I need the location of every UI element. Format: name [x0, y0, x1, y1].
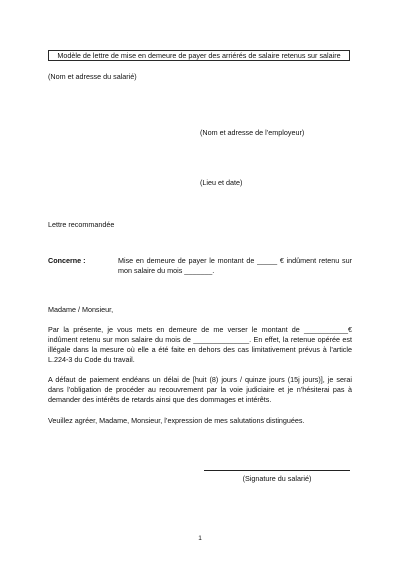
greeting: Madame / Monsieur,	[48, 305, 114, 314]
subject-label: Concerne :	[48, 256, 86, 265]
employer-address-placeholder: (Nom et adresse de l’employeur)	[200, 128, 305, 137]
employee-address-placeholder: (Nom et adresse du salarié)	[48, 72, 137, 81]
place-date-placeholder: (Lieu et date)	[200, 178, 243, 187]
page-number: 1	[198, 535, 202, 542]
subject-text: Mise en demeure de payer le montant de _____ € indûment retenu sur mon salaire du mois _______.	[118, 256, 352, 275]
signature-label: (Signature du salarié)	[242, 474, 312, 483]
document-title: Modèle de lettre de mise en demeure de payer des arriérés de salaire retenus sur salaire	[48, 50, 350, 61]
registered-letter-label: Lettre recommandée	[48, 220, 115, 229]
body-paragraph-consequence: A défaut de paiement endéans un délai de [huit (8) jours / quinze jours (15j jours)], je serai dans l’obligation de procéder au recouvrement par la voie judiciaire et je n’hésiterai pas à demander des intérêts de retards ainsi que des dommages et intérêts.	[48, 375, 352, 404]
signature-line	[204, 470, 350, 471]
body-paragraph-closing: Veuillez agréer, Madame, Monsieur, l’expression de mes salutations distinguées.	[48, 416, 305, 425]
body-paragraph-demand: Par la présente, je vous mets en demeure de me verser le montant de ___________€ indûment retenu sur mon salaire du mois de ______________. En effet, la retenue opérée est illégale dans la mesure où elle a été faite en dehors des cas limitativement prévus à l’article L.224-3 du Code du travail.	[48, 325, 352, 364]
